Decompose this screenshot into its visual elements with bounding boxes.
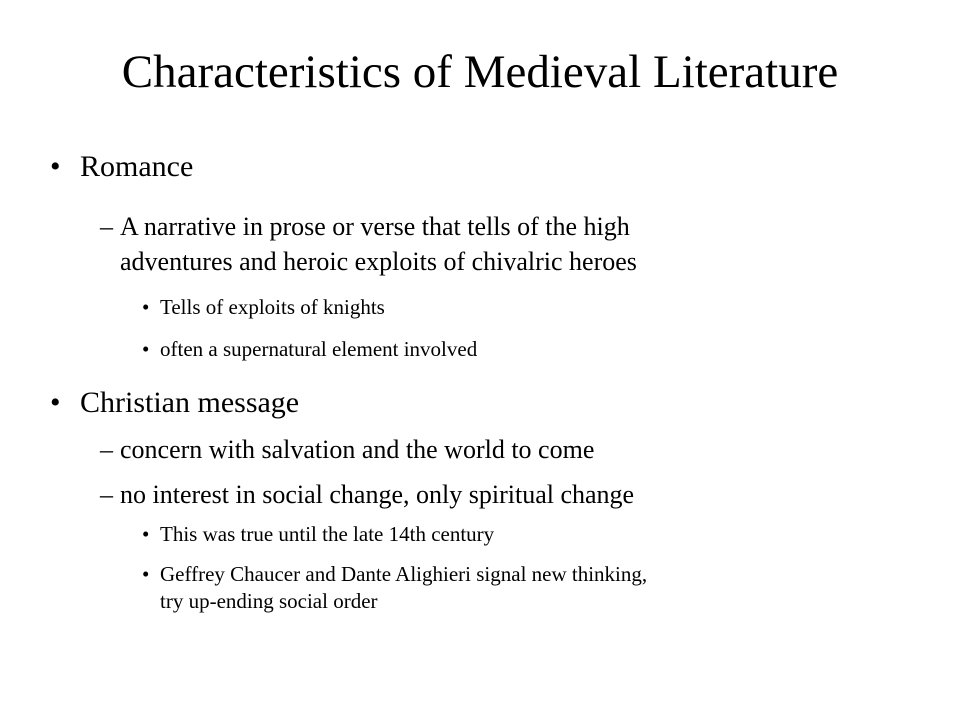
point-knights: Tells of exploits of knights: [160, 295, 385, 319]
dash-mark: –: [100, 435, 113, 464]
sub-bullet-line: A narrative in prose or verse that tells of the high: [120, 212, 630, 241]
sub-bullet-salvation: concern with salvation and the world to come: [120, 435, 595, 464]
slide-title: Characteristics of Medieval Literature: [121, 46, 839, 98]
point-supernatural: often a supernatural element involved: [160, 337, 478, 361]
bullet-dot: •: [50, 386, 61, 419]
bullet-dot: •: [50, 150, 61, 183]
bullet-dot: •: [142, 337, 150, 361]
point-chaucer-dante: Geffrey Chaucer and Dante Alighieri signal new thinking,: [160, 562, 648, 586]
point-14th-century: This was true until the late 14th century: [160, 522, 495, 546]
sub-bullet-line: adventures and heroic exploits of chivalric heroes: [120, 247, 637, 276]
point-chaucer-dante-cont: try up-ending social order: [160, 589, 378, 613]
sub-bullet-social-change: no interest in social change, only spiritual change: [120, 480, 635, 509]
dash-mark: –: [100, 212, 113, 241]
bullet-romance: Romance: [80, 150, 194, 183]
bullet-dot: •: [142, 522, 150, 546]
bullet-dot: •: [142, 295, 150, 319]
bullet-christian-message: Christian message: [80, 386, 300, 419]
bullet-dot: •: [142, 562, 150, 586]
dash-mark: –: [100, 480, 113, 509]
